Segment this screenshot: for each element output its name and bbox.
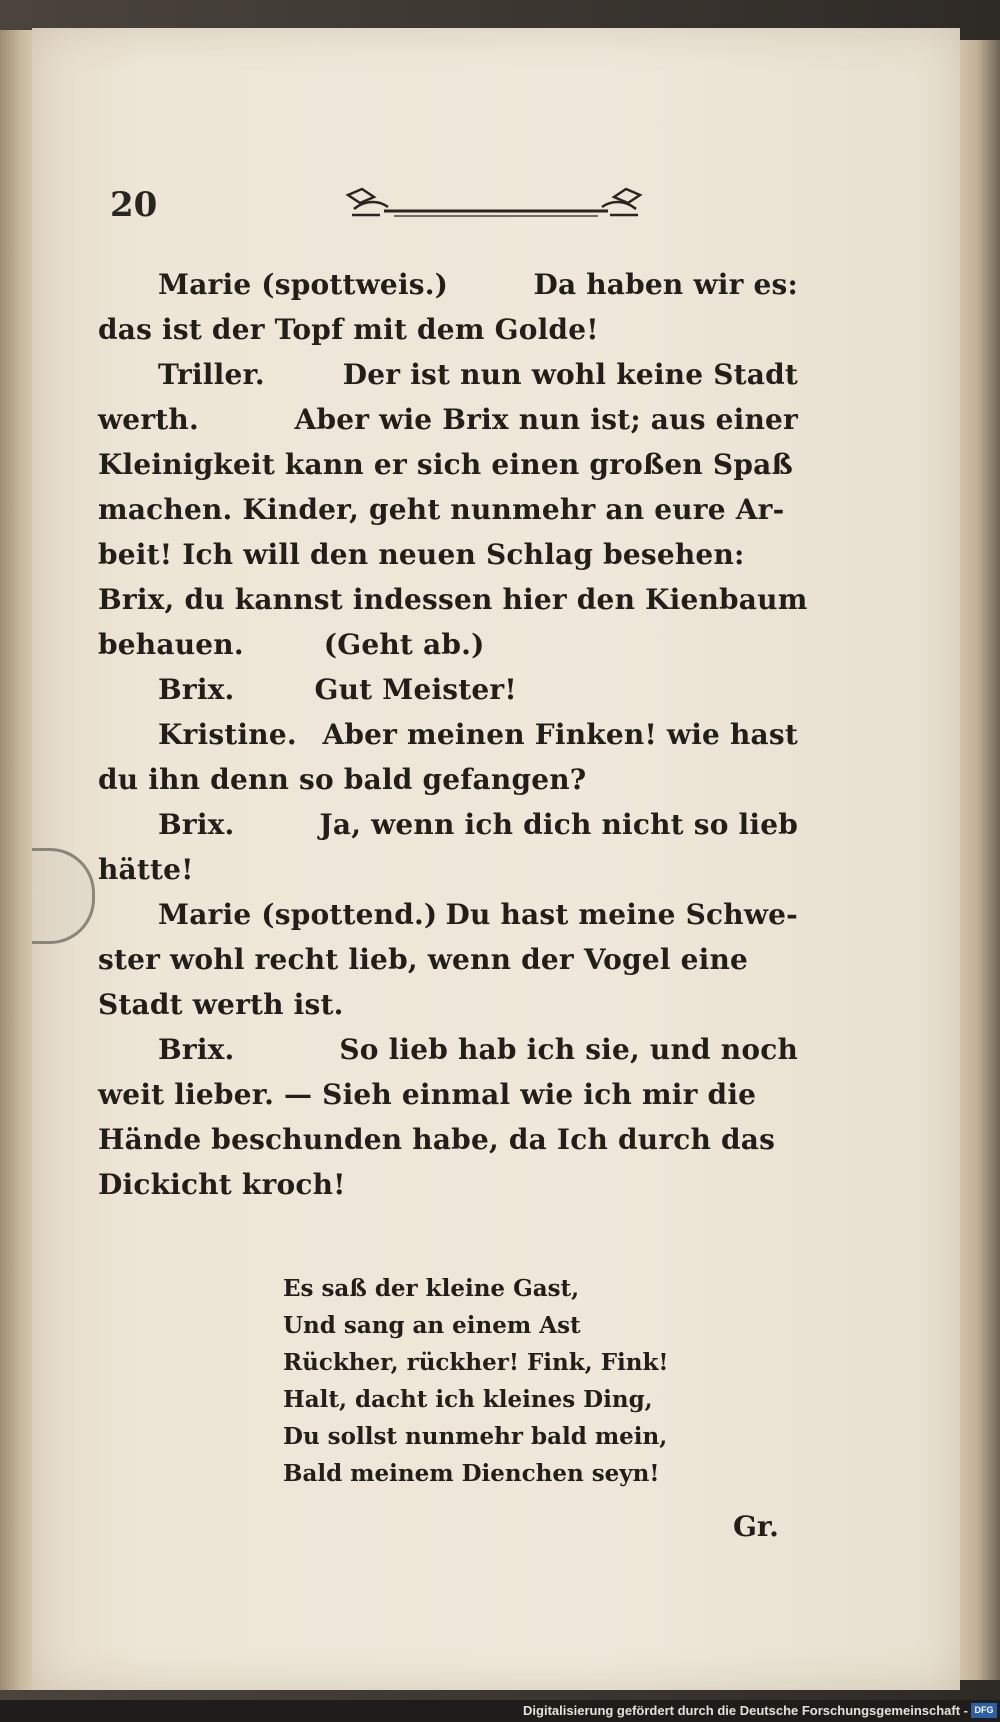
- text-line-start: du ihn denn so bald gefangen?: [98, 763, 587, 796]
- text-line-end: Du hast meine Schwe-: [445, 898, 798, 931]
- text-line: [98, 712, 798, 757]
- text-line-start: das ist der Topf mit dem Golde!: [98, 313, 599, 346]
- text-line-start: weit lieber. — Sieh einmal wie ich mir die: [98, 1078, 757, 1111]
- catchword: Gr.: [733, 1510, 779, 1543]
- text-line-start: Kleinigkeit kann er sich einen großen Spaß: [98, 448, 793, 481]
- text-line-start: Brix, du kannst indessen hier den Kienbaum: [98, 583, 808, 616]
- text-line-start: behauen.: [98, 628, 244, 661]
- text-line-end: Aber meinen Finken! wie hast: [322, 718, 798, 751]
- text-line-start: Brix.: [158, 808, 235, 841]
- text-line: [98, 892, 798, 937]
- text-line: [98, 397, 798, 442]
- verse-line: Es saß der kleine Gast,: [283, 1275, 580, 1302]
- verse-line: Halt, dacht ich kleines Ding,: [283, 1386, 653, 1413]
- text-line: [98, 802, 798, 847]
- text-line-start: machen. Kinder, geht nunmehr an eure Ar-: [98, 493, 785, 526]
- text-line-end: Ja, wenn ich dich nicht so lieb: [319, 808, 798, 841]
- page-header: [110, 185, 660, 235]
- text-line-start: Marie (spottend.): [158, 898, 438, 931]
- dfg-logo: DFG: [971, 1703, 997, 1718]
- verse-line: Du sollst nunmehr bald mein,: [283, 1423, 668, 1450]
- text-line-start: Kristine.: [158, 718, 297, 751]
- text-line: [98, 1027, 798, 1072]
- page-number: 20: [110, 185, 158, 225]
- text-line-start: ster wohl recht lieb, wenn der Vogel eine: [98, 943, 749, 976]
- text-line: [98, 1162, 798, 1207]
- text-line: [98, 262, 798, 307]
- text-gap: [244, 622, 324, 667]
- text-line: [98, 1072, 798, 1117]
- header-ornament: [340, 185, 650, 231]
- text-line-end: Der ist nun wohl keine Stadt: [342, 358, 798, 391]
- text-line: [98, 487, 798, 532]
- text-line-start: werth.: [98, 403, 199, 436]
- text-line: [98, 622, 798, 667]
- text-line: [98, 847, 798, 892]
- text-line: [98, 982, 798, 1027]
- body-text: [98, 262, 808, 1207]
- text-line-end: Da haben wir es:: [533, 268, 798, 301]
- text-line: [98, 532, 798, 577]
- verse-line: Und sang an einem Ast: [283, 1312, 581, 1339]
- text-line: [98, 1117, 798, 1162]
- verse-block: [283, 1270, 703, 1492]
- verse-line: Bald meinem Dienchen seyn!: [283, 1460, 660, 1487]
- text-line: [98, 757, 798, 802]
- text-line-start: Brix.: [158, 1033, 235, 1066]
- footer-bar: [0, 1700, 1000, 1722]
- text-line-end: Aber wie Brix nun ist; aus einer: [294, 403, 798, 436]
- text-line-start: Stadt werth ist.: [98, 988, 344, 1021]
- text-line-start: beit! Ich will den neuen Schlag besehen:: [98, 538, 745, 571]
- text-line-end: (Geht ab.): [323, 628, 485, 661]
- text-line-start: hätte!: [98, 853, 194, 886]
- text-line: [98, 307, 798, 352]
- text-gap: [235, 667, 315, 712]
- text-line-start: Brix.: [158, 673, 235, 706]
- text-line-start: Hände beschunden habe, da Ich durch das: [98, 1123, 776, 1156]
- text-line-start: Marie (spottweis.): [158, 268, 449, 301]
- text-line-start: Triller.: [158, 358, 265, 391]
- page-clip: [32, 848, 95, 944]
- text-line: [98, 352, 798, 397]
- text-line-start: Dickicht kroch!: [98, 1168, 346, 1201]
- footer-credit: Digitalisierung gefördert durch die Deutsche Forschungsgemeinschaft -: [523, 1703, 968, 1718]
- book-edge-right: [955, 40, 1000, 1680]
- text-line: [98, 667, 798, 712]
- text-line: [98, 937, 798, 982]
- text-line-end: So lieb hab ich sie, und noch: [339, 1033, 798, 1066]
- text-line: [98, 577, 808, 622]
- text-line-end: Gut Meister!: [314, 673, 517, 706]
- text-line: [98, 442, 798, 487]
- verse-line: Rückher, rückher! Fink, Fink!: [283, 1349, 669, 1376]
